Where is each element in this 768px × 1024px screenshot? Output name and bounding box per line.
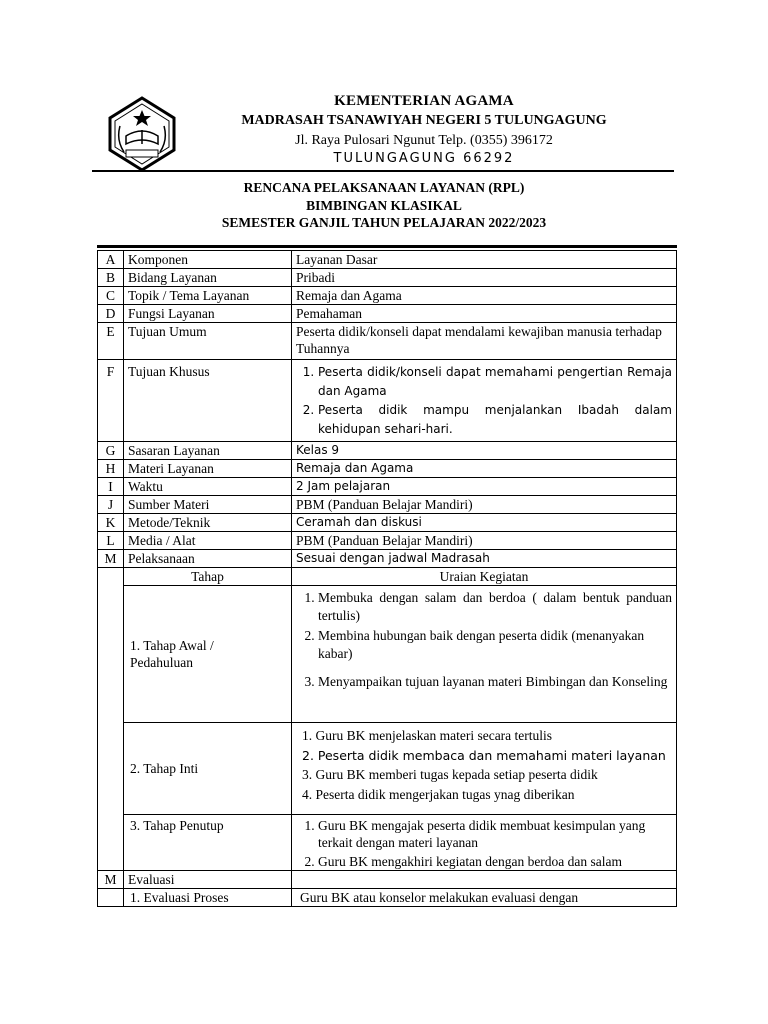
row-label: Media / Alat	[124, 532, 292, 550]
row-value: Remaja dan Agama	[292, 460, 677, 478]
table-row	[98, 269, 677, 287]
stage-label-text: 1. Tahap Awal / Pedahuluan	[130, 638, 214, 670]
row-value: Sesuai dengan jadwal Madrasah	[292, 550, 677, 568]
table-row	[98, 723, 677, 815]
table-row	[98, 889, 677, 907]
ministry-name: KEMENTERIAN AGAMA	[334, 93, 514, 109]
row-value: Pribadi	[292, 269, 677, 287]
row-code: M	[98, 550, 124, 568]
table-row	[98, 478, 677, 496]
school-city: TULUNGAGUNG 66292	[333, 151, 515, 166]
row-label: Fungsi Layanan	[124, 305, 292, 323]
table-row	[98, 568, 677, 586]
blank-cell	[98, 889, 124, 907]
list-item: 2. Peserta didik membaca dan memahami materi layanan	[302, 747, 666, 763]
row-value	[292, 871, 677, 889]
table-top-rule	[97, 245, 677, 248]
row-label: Topik / Tema Layanan	[124, 287, 292, 305]
row-label: Sumber Materi	[124, 496, 292, 514]
ministry-logo-icon	[104, 96, 180, 172]
row-code: K	[98, 514, 124, 532]
stage-label	[124, 586, 292, 723]
row-code: L	[98, 532, 124, 550]
table-row	[98, 460, 677, 478]
blank-cell	[98, 568, 124, 586]
row-label: 1. Evaluasi Proses	[124, 889, 292, 907]
row-value: PBM (Panduan Belajar Mandiri)	[292, 496, 677, 514]
row-value: Pemahaman	[292, 305, 677, 323]
list-item: 1. Guru BK mengajak peserta didik membuat kesimpulan yang terkait dengan materi layanan	[318, 817, 672, 851]
list-item: 3. Guru BK memberi tugas kepada setiap peserta didik	[302, 767, 598, 782]
table-row	[98, 287, 677, 305]
stage-label: 3. Tahap Penutup	[124, 815, 292, 871]
row-label: Komponen	[124, 251, 292, 269]
row-label: Evaluasi	[124, 871, 292, 889]
list-item: 2. Peserta didik mampu menjalankan Ibadah dalam kehidupan sehari-hari.	[318, 401, 672, 439]
school-address: Jl. Raya Pulosari Ngunut Telp. (0355) 396172	[295, 133, 553, 148]
row-code: A	[98, 251, 124, 269]
stage-items	[292, 723, 677, 815]
blank-cell	[98, 723, 124, 815]
table-row	[98, 586, 677, 723]
table-row	[98, 305, 677, 323]
row-code: M	[98, 871, 124, 889]
list-item: 4. Peserta didik mengerjakan tugas ynag diberikan	[302, 786, 575, 802]
stage-items	[292, 586, 677, 723]
row-label: Waktu	[124, 478, 292, 496]
list-item: 2. Guru BK mengakhiri kegiatan dengan berdoa dan salam	[318, 853, 672, 870]
table-row	[98, 532, 677, 550]
list-item: 2. Membina hubungan baik dengan peserta didik (menanyakan kabar)	[318, 627, 672, 663]
row-label: Tujuan Umum	[124, 323, 292, 360]
row-value: Remaja dan Agama	[292, 287, 677, 305]
row-code: I	[98, 478, 124, 496]
doc-title-line3: SEMESTER GANJIL TAHUN PELAJARAN 2022/2023	[221, 215, 547, 230]
doc-title-line2: BIMBINGAN KLASIKAL	[306, 198, 462, 213]
col-header-uraian: Uraian Kegiatan	[292, 568, 677, 586]
row-label: Metode/Teknik	[124, 514, 292, 532]
row-label: Tujuan Khusus	[124, 360, 292, 442]
list-item: 1. Membuka dengan salam dan berdoa ( dalam bentuk panduan tertulis)	[318, 589, 672, 625]
row-value: Layanan Dasar	[292, 251, 677, 269]
list-item: 1. Guru BK menjelaskan materi secara tertulis	[302, 728, 553, 743]
blank-cell	[98, 815, 124, 871]
table-row	[98, 514, 677, 532]
row-code: E	[98, 323, 124, 360]
rpl-table	[97, 250, 677, 907]
header-divider	[92, 170, 674, 172]
row-value: Peserta didik/konseli dapat mendalami kewajiban manusia terhadap Tuhannya	[292, 323, 677, 360]
row-code: C	[98, 287, 124, 305]
list-item: 3. Menyampaikan tujuan layanan materi Bimbingan dan Konseling	[318, 673, 672, 691]
row-code: F	[98, 360, 124, 442]
school-name: MADRASAH TSANAWIYAH NEGERI 5 TULUNGAGUNG	[241, 113, 607, 128]
row-code: J	[98, 496, 124, 514]
doc-title-line1: RENCANA PELAKSANAAN LAYANAN (RPL)	[243, 180, 525, 195]
row-value	[292, 360, 677, 442]
stage-items	[292, 815, 677, 871]
row-label: Bidang Layanan	[124, 269, 292, 287]
row-value: PBM (Panduan Belajar Mandiri)	[292, 532, 677, 550]
row-value: 2 Jam pelajaran	[292, 478, 677, 496]
table-row	[98, 550, 677, 568]
table-row	[98, 815, 677, 871]
blank-cell	[98, 586, 124, 723]
row-code: G	[98, 442, 124, 460]
list-item: 1. Peserta didik/konseli dapat memahami pengertian Remaja dan Agama	[318, 363, 672, 401]
table-row	[98, 496, 677, 514]
row-code: H	[98, 460, 124, 478]
row-value: Ceramah dan diskusi	[292, 514, 677, 532]
row-code: B	[98, 269, 124, 287]
table-row	[98, 360, 677, 442]
table-row	[98, 871, 677, 889]
row-label: Materi Layanan	[124, 460, 292, 478]
col-header-tahap: Tahap	[124, 568, 292, 586]
row-value: Kelas 9	[292, 442, 677, 460]
row-label: Pelaksanaan	[124, 550, 292, 568]
table-row	[98, 442, 677, 460]
row-code: D	[98, 305, 124, 323]
row-value: Guru BK atau konselor melakukan evaluasi dengan	[292, 889, 677, 907]
table-row	[98, 251, 677, 269]
row-label: Sasaran Layanan	[124, 442, 292, 460]
stage-label: 2. Tahap Inti	[124, 723, 292, 815]
table-row	[98, 323, 677, 360]
